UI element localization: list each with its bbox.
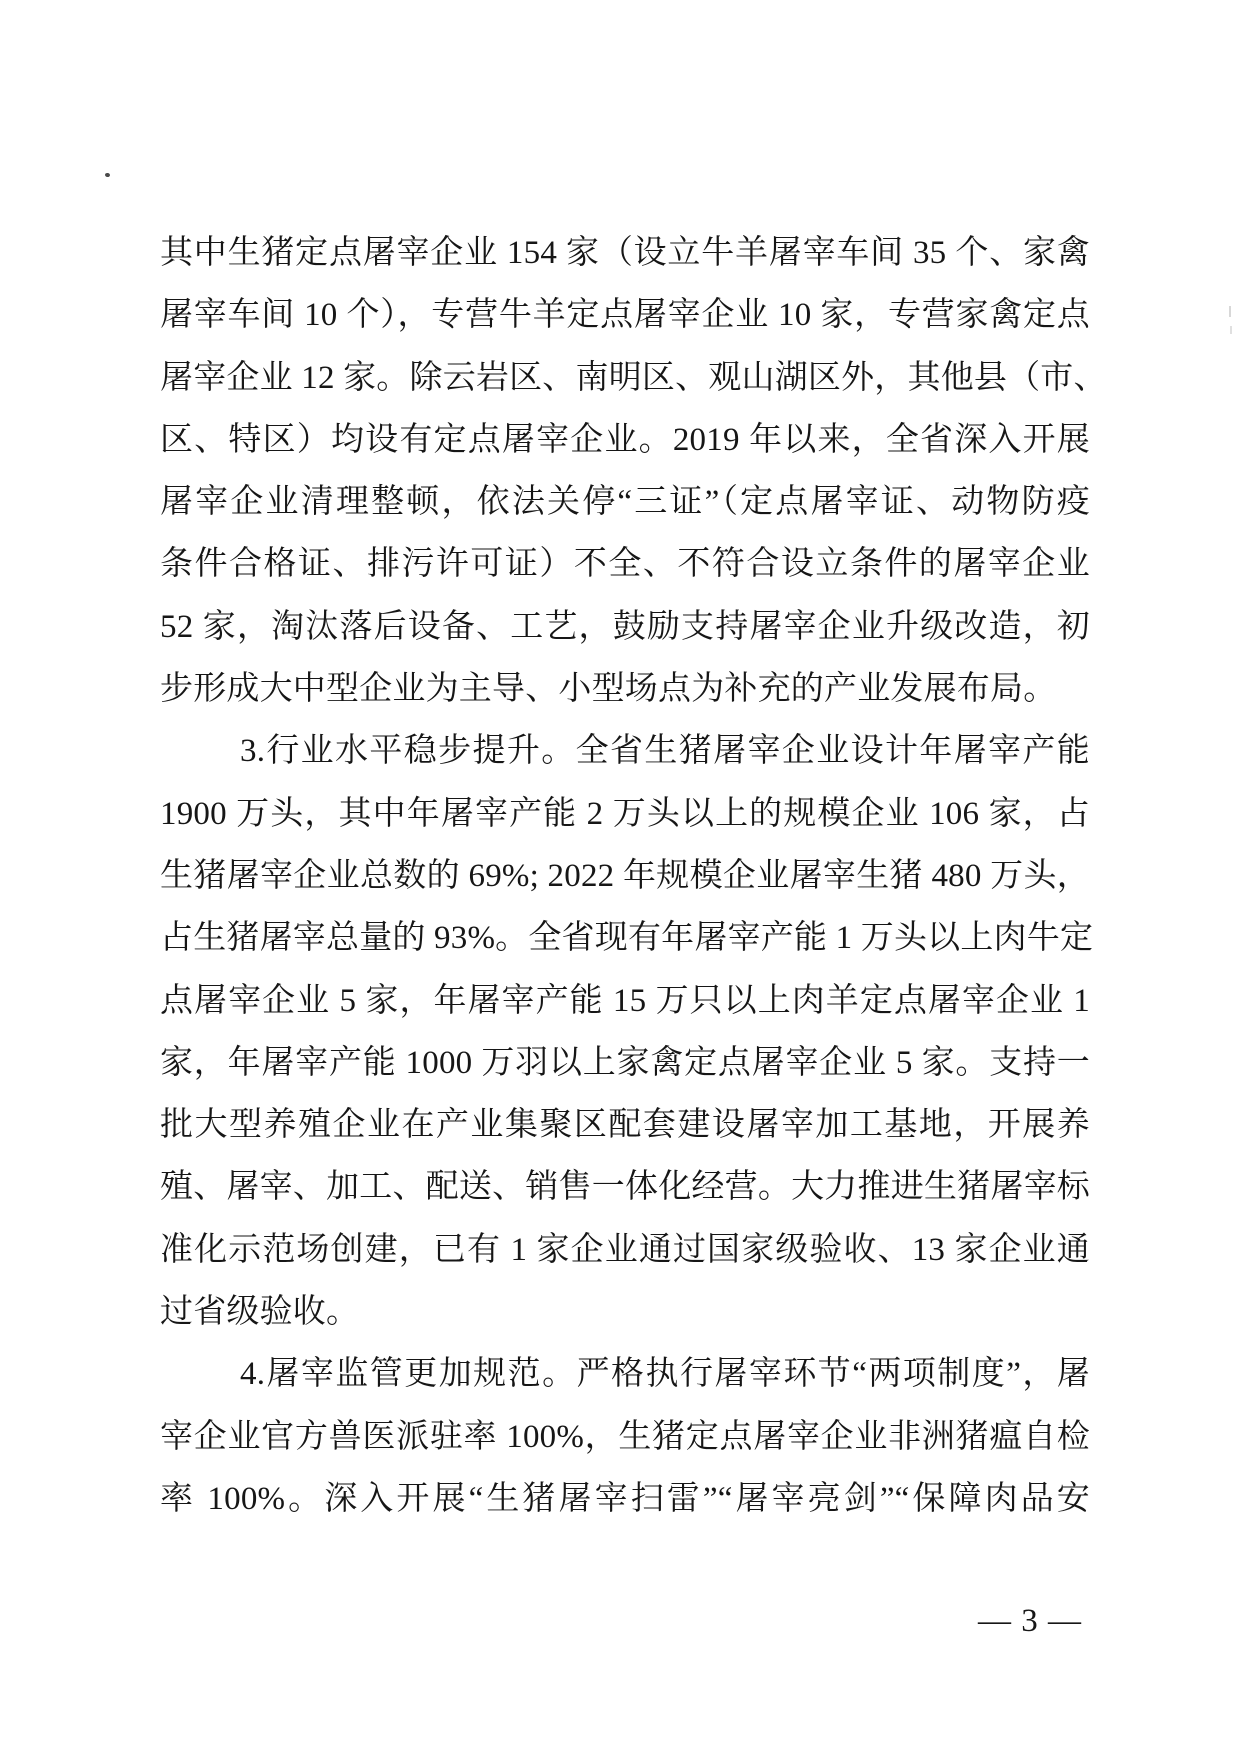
text-line: 区、特区）均设有定点屠宰企业。2019 年以来，全省深入开展 (160, 421, 1090, 458)
text-line: 1900 万头，其中年屠宰产能 2 万头以上的规模企业 106 家，占 (160, 795, 1090, 832)
text-line-paragraph-end: 步形成大中型企业为主导、小型场点为补充的产业发展布局。 (160, 671, 1057, 708)
text-line: 批大型养殖企业在产业集聚区配套建设屠宰加工基地，开展养 (160, 1107, 1090, 1144)
text-line-paragraph-start: 3.行业水平稳步提升。全省生猪屠宰企业设计年屠宰产能 (240, 733, 1090, 770)
page-number: — 3 — (978, 1603, 1082, 1639)
scan-edge-artifact (1230, 326, 1232, 334)
text-line: 率 100%。深入开展“生猪屠宰扫雷”“屠宰亮剑”“保障肉品安 (160, 1480, 1090, 1517)
text-line: 条件合格证、排污许可证）不全、不符合设立条件的屠宰企业 (160, 546, 1090, 583)
text-line: 占生猪屠宰总量的 93%。全省现有年屠宰产能 1 万头以上肉牛定 (160, 920, 1094, 957)
text-line: 屠宰企业清理整顿，依法关停“三证”（定点屠宰证、动物防疫 (160, 484, 1090, 521)
ink-speck-artifact (105, 173, 111, 178)
text-line: 殖、屠宰、加工、配送、销售一体化经营。大力推进生猪屠宰标 (160, 1169, 1090, 1206)
text-line: 52 家，淘汰落后设备、工艺，鼓励支持屠宰企业升级改造，初 (160, 608, 1090, 645)
body-text-block (160, 222, 1107, 1530)
text-line-paragraph-end: 过省级验收。 (160, 1294, 360, 1331)
text-line: 家，年屠宰产能 1000 万羽以上家禽定点屠宰企业 5 家。支持一 (160, 1044, 1090, 1081)
text-line: 点屠宰企业 5 家，年屠宰产能 15 万只以上肉羊定点屠宰企业 1 (160, 982, 1090, 1019)
text-line: 准化示范场创建，已有 1 家企业通过国家级验收、13 家企业通 (160, 1231, 1090, 1268)
text-line: 生猪屠宰企业总数的 69%; 2022 年规模企业屠宰生猪 480 万头， (160, 857, 1090, 894)
text-line: 宰企业官方兽医派驻率 100%，生猪定点屠宰企业非洲猪瘟自检 (160, 1418, 1090, 1455)
text-line-paragraph-start: 4.屠宰监管更加规范。严格执行屠宰环节“两项制度”，屠 (240, 1356, 1090, 1393)
text-line: 屠宰企业 12 家。除云岩区、南明区、观山湖区外，其他县（市、 (160, 359, 1107, 396)
text-line: 屠宰车间 10 个），专营牛羊定点屠宰企业 10 家，专营家禽定点 (160, 297, 1090, 334)
text-line: 其中生猪定点屠宰企业 154 家（设立牛羊屠宰车间 35 个、家禽 (160, 235, 1090, 271)
scan-edge-artifact (1229, 306, 1231, 317)
